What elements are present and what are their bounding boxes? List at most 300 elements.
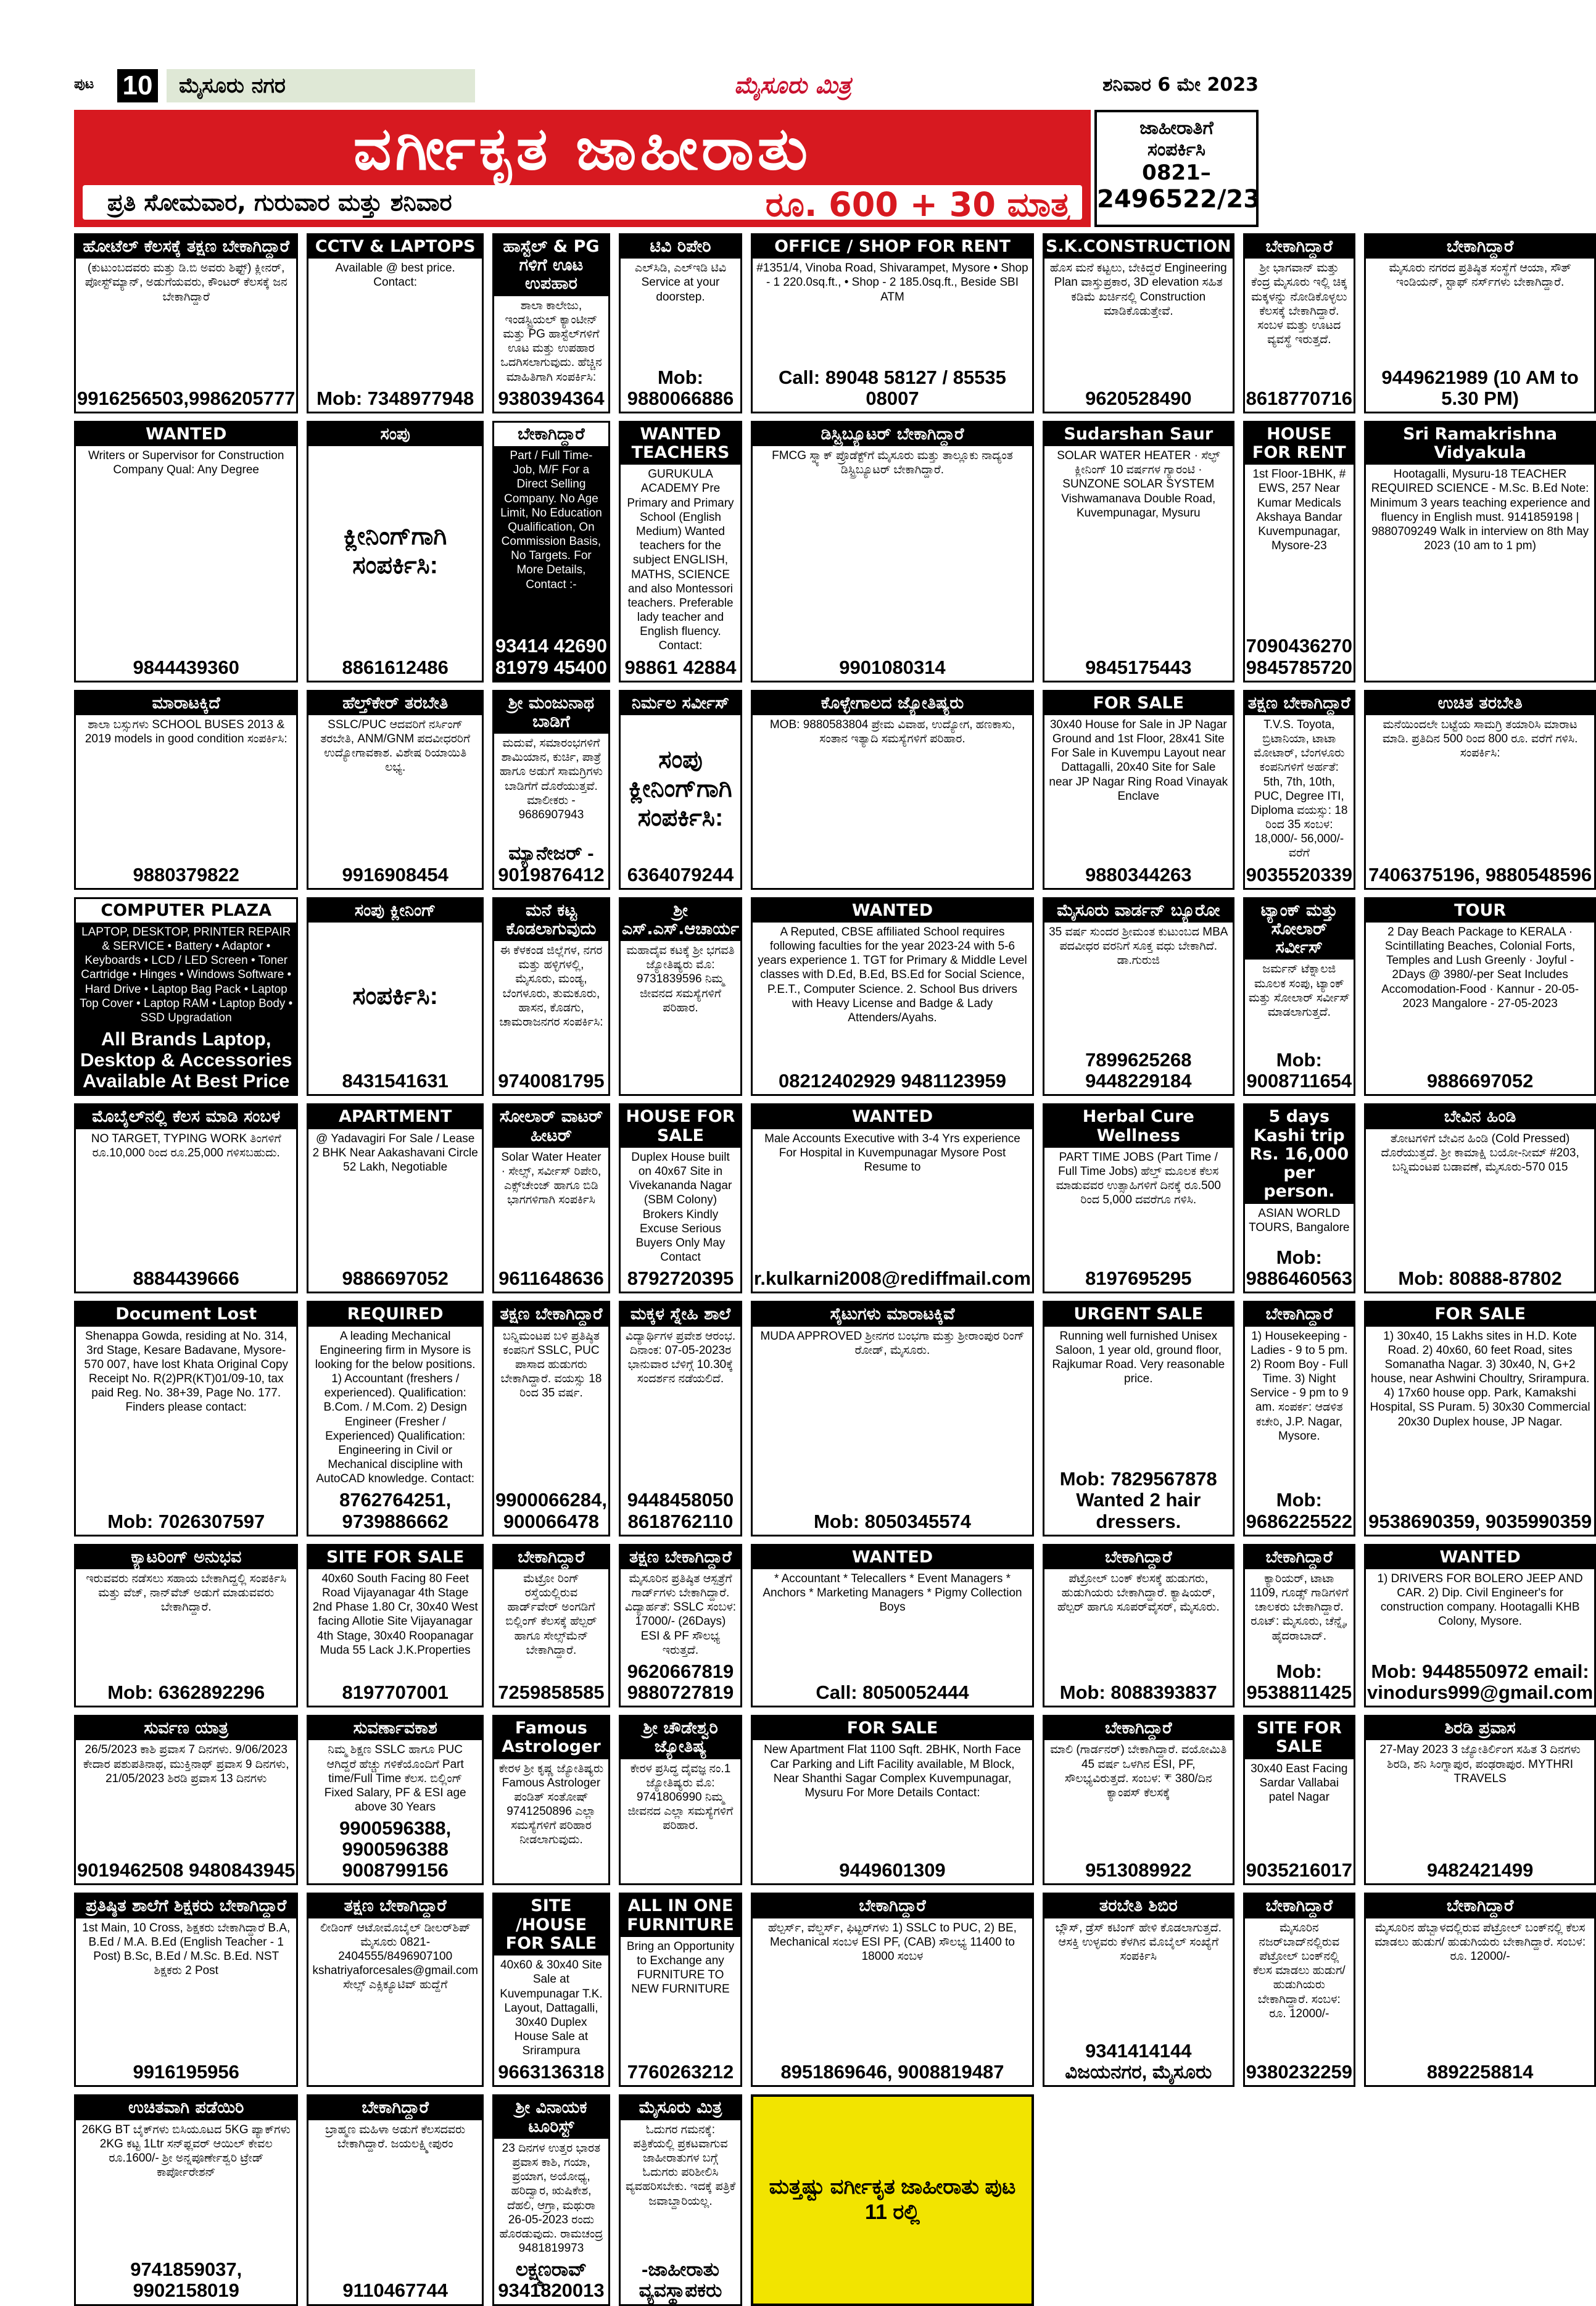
ad-heading: WANTED TEACHERS (621, 423, 740, 465)
ad-body-text: ಕ್ಲೀನಿಂಗ್‌ಗಾಗಿ ಸಂಪರ್ಕಿಸಿ: (344, 522, 447, 579)
classified-ad (492, 1103, 610, 1293)
banner-title: ವರ್ಗೀಕೃತ ಜಾಹೀರಾತು (353, 114, 812, 183)
ad-heading: ಬೇವಿನ ಹಿಂಡಿ (1366, 1105, 1594, 1129)
ad-body-text: (ಕುಟುಂಬದವರು ಮತ್ತು ಡಿ.ಬಿ ಅವರು ಶಿಫ್ಟ್) ಕ್ಲೀನರ್, ಪೋಸ್ಟ್‌ಮ್ಯಾನ್, ಅಡುಗೆಯವರು, ಕೌಂಟರ್ ಕೆಲಸಕ್ಕೆ ಜನ ಬೇಕಾಗಿದ್ದಾರೆ (85, 262, 287, 304)
ad-heading: ಬೇಕಾಗಿದ್ದಾರೆ (753, 1894, 1032, 1918)
ad-phone-number: Mob: 7829567878 Wanted 2 hair dressers. (1059, 1468, 1217, 1532)
ad-heading: WANTED (1366, 1546, 1594, 1569)
ad-heading: ಪ್ರತಿಷ್ಠಿತ ಶಾಲೆಗೆ ಶಿಕ್ಷಕರು ಬೇಕಾಗಿದ್ದಾರೆ (76, 1894, 296, 1918)
classified-ad (1243, 233, 1355, 413)
classified-ad (1243, 1715, 1355, 1885)
ad-heading: ಉಚಿತವಾಗಿ ಪಡೆಯಿರಿ (76, 2096, 296, 2120)
ad-body-text: ಲೀಡಿಂಗ್ ಆಟೋಮೊಬೈಲ್ ಡೀಲರ್‌ಶಿಪ್ ಮೈಸೂರು 0821-2404555/8496907100 kshatriyaforcesales@gmail.com ಸೇಲ್ಸ್ ಎಕ್ಸಿಕ್ಯೂಟಿವ್ ಹುದ್ದೆಗೆ (312, 1921, 478, 1992)
ad-heading: 5 days Kashi trip Rs. 16,000 per person. (1245, 1105, 1354, 1203)
ad-heading: ಮೈಸೂರು ವಾರ್ಡನ್ ಬ್ಯೂರೋ (1044, 899, 1233, 923)
ad-phone-number: 8618770716 (1246, 387, 1353, 409)
classified-ad (619, 1103, 742, 1293)
ad-heading: ತಕ್ಷಣ ಬೇಕಾಗಿದ್ದಾರೆ (308, 1894, 482, 1918)
ad-heading: S.K.CONSTRUCTION (1044, 235, 1233, 259)
classified-ad (492, 1893, 610, 2087)
ad-phone-number: 9380232259 (1246, 2061, 1353, 2083)
ad-heading: ಸಂಪು (308, 423, 482, 446)
ad-phone-number: 8431541631 (342, 1070, 449, 1092)
contact-phone: 2496522/23 (1097, 185, 1261, 214)
ad-body-text: ಮಹಾದೈವ ಕಟಕ್ಕೆ ಶ್ರೀ ಭಗವತಿ ಜ್ಯೋತಿಷ್ಯರು ಮೊ: 9731839596 ನಿಮ್ಮ ಜೀವನದ ಸಮಸ್ಯೆಗಳಿಗೆ ಪರಿಹಾರ. (626, 944, 735, 1014)
classified-ad (751, 421, 1034, 682)
ad-heading: CCTV & LAPTOPS (308, 235, 482, 259)
ad-heading: ನಿರ್ಮಲ ಸರ್ವೀಸ್ (621, 692, 740, 715)
classified-ad (1364, 1544, 1596, 1707)
ad-body-text: MUDA APPROVED ಶ್ರೀನಗರ ಬಂಭಗಾ ಮತ್ತು ಶ್ರೀರಾಂಪುರ ರಿಂಗ್ ರೋಡ್, ಮೈಸೂರು. (760, 1329, 1025, 1357)
classified-ad (492, 421, 610, 682)
ad-heading: ಸಂಪು ಕ್ಲೀನಿಂಗ್ (308, 899, 482, 923)
ad-body-text: Hootagalli, Mysuru-18 TEACHER REQUIRED SCIENCE - M.Sc. B.Ed Note: Minimum 3 years teaching experience and fluency in English must. 9141859198 | 9880709249 Walk in interview on 8th May 2023 (10 am to 1 pm) (1370, 468, 1590, 553)
ad-phone-number: 9741859037, 9902158019 (130, 2258, 242, 2302)
ad-body-text: A leading Mechanical Engineering firm in Mysore is looking for the below positions. 1) Accountant (freshers / experienced). Qualification: B.Com. / M.Com. 2) Design Engineer (Fresher / Experienced) Qualification: Engineering in Civil or Mechanical discipline with AutoCAD knowledge. Contact: (315, 1329, 476, 1486)
ad-heading: ಬೇಕಾಗಿದ್ದಾರೆ (1044, 1546, 1233, 1569)
classified-ad (492, 1544, 610, 1707)
ad-body-text: FMCG ಸ್ನ್ಯಾಕ್ ಪ್ರೊಡೆಕ್ಟ್‌ಗೆ ಮೈಸೂರು ಮತ್ತು ತಾಲ್ಲೂಕು ನಾದ್ಯಂತ ಡಿಸ್ಟ್ರಿಬ್ಯೂಟರ್ ಬೇಕಾಗಿದ್ದಾರೆ. (772, 449, 1013, 477)
ad-body-text: ಮತ್ತಷ್ಟು ವರ್ಗೀಕೃತ ಜಾಹೀರಾತು ಪುಟ 11 ರಲ್ಲಿ (769, 2175, 1016, 2225)
classified-ad (74, 2094, 298, 2305)
ad-heading: WANTED (753, 1105, 1032, 1129)
ad-phone-number: Mob: 6362892296 (107, 1682, 265, 1703)
ad-heading: HOUSE FOR SALE (621, 1105, 740, 1147)
ad-heading: ಸುರ್ವಣ ಯಾತ್ರ (76, 1717, 296, 1740)
ad-phone-number: 9449621989 (10 AM to 5.30 PM) (1381, 366, 1579, 409)
ad-body-text: ತೋಟಗಳಿಗೆ ಬೇವಿನ ಹಿಂಡಿ (Cold Pressed) ದೊರೆಯುತ್ತದೆ. ಶ್ರೀ ಕಾಮಾಕ್ಷಿ ಬಯೋ-ನೀಮ್ #203, ಬನ್ನಿಮಂಟಪ ಬಡಾವಣೆ, ಮೈಸೂರು-570 015 (1381, 1132, 1579, 1174)
ad-body-text: ಮೈಸೂರಿನ ನಜರ್‌ಬಾದ್‌ನಲ್ಲಿರುವ ಪೆಟ್ರೋಲ್ ಬಂಕ್‌ನಲ್ಲಿ ಕೆಲಸ ಮಾಡಲು ಹುಡುಗ/ ಹುಡುಗಿಯರು ಬೇಕಾಗಿದ್ದಾರೆ. ಸಂಬಳ: ರೂ. 12000/- (1252, 1921, 1346, 2020)
classified-ad (751, 1893, 1034, 2087)
ad-phone-number: 8951869646, 9008819487 (780, 2061, 1004, 2083)
ad-heading: Sudarshan Saur (1044, 423, 1233, 446)
ad-phone-number: 9035216017 (1246, 1859, 1353, 1881)
ad-heading: ಹೋಟೆಲ್ ಕೆಲಸಕ್ಕೆ ತಕ್ಷಣ ಬೇಕಾಗಿದ್ದಾರೆ (76, 235, 296, 259)
ad-body-text: A Reputed, CBSE affiliated School requires following faculties for the year 2023-24 with 5-6 years experience 1. TGT for Primary & Middle Level classes with D.Ed, B.Ed, BS.Ed for Social Science, P.E.T., Computer Science. 2. School Bus drivers with Heavy License and Badge & Lady Attenders/Ayahs. (758, 925, 1027, 1024)
classified-ad (619, 1715, 742, 1885)
ad-phone-number: 9844439360 (133, 656, 239, 678)
ad-body-text: ಈ ಕೆಳಕಂಡ ಜಿಲ್ಲೆಗಳ, ನಗರ ಮತ್ತು ಹಳ್ಳಿಗಳಲ್ಲಿ, ಮೈಸೂರು, ಮಂಡ್ಯ, ಬೆಂಗಳೂರು, ತುಮಕೂರು, ಹಾಸನ, ಕೊಡಗು, ಚಾಮರಾಜನಗರ ಸಂಪರ್ಕಿಸಿ: (499, 944, 603, 1029)
ad-phone-number: 8197695295 (1085, 1267, 1192, 1290)
ad-body-text: ಶ್ರೀ ಭಾಗವಾನ್ ಮತ್ತು ಕೆಂದ್ರ ಮೈಸೂರು ಇಲ್ಲಿ ಚಿಕ್ಕ ಮಕ್ಕಳನ್ನು ನೋಡಿಕೊಳ್ಳಲು ಕೆಲಸಕ್ಕೆ ಬೇಕಾಗಿದ್ದಾರೆ. ಸಂಬಳ ಮತ್ತು ಊಟದ ವ್ಯವಸ್ಥೆ ಇರುತ್ತದೆ. (1251, 262, 1347, 347)
ad-heading: ಮನೆ ಕಟ್ಟ ಕೊಡಲಾಗುವುದು (494, 899, 608, 941)
ad-body-text: 2 Day Beach Package to KERALA · Scintillating Beaches, Colonial Forts, Temples and Lush Greenly · Joyful - 2Days @ 3980/-per Seat Includes Accomodation-Food · Kannur - 20-05-2023 Mangalore - 27-05-2023 (1381, 925, 1579, 1010)
ad-heading: ತಕ್ಷಣ ಬೇಕಾಗಿದ್ದಾರೆ (494, 1303, 608, 1326)
classified-ad (1043, 1544, 1234, 1707)
ad-body-text: Running well furnished Unisex Saloon, 1 year old, ground floor, Rajkumar Road. Very reasonable price. (1052, 1329, 1225, 1386)
classified-ad (619, 897, 742, 1097)
ad-phone-number: 9110467744 (342, 2279, 449, 2302)
ad-phone-number: Mob: 9686225522 (1246, 1489, 1353, 1532)
classified-ad (1043, 233, 1234, 413)
ad-heading: ALL IN ONE FURNITURE (621, 1894, 740, 1936)
classified-ad (307, 1544, 484, 1707)
classified-ad (1043, 1301, 1234, 1536)
ad-heading: ಬೇಕಾಗಿದ್ದಾರೆ (1044, 1717, 1233, 1740)
ad-phone-number: 9449601309 (839, 1859, 946, 1881)
ad-phone-number: 9482421499 (1426, 1859, 1534, 1881)
ad-body-text: T.V.S. Toyota, ಬ್ರಿಟಾನಿಯಾ, ಟಾಟಾ ಮೋಟಾರ್, ಬೆಂಗಳೂರು ಕಂಪನಿಗಳಿಗೆ ಅರ್ಹತೆ: 5th, 7th, 10th, PUC, Degree ITI, Diploma ವಯಸ್ಸು: 18 ರಿಂದ 35 ಸಂಬಳ: 18,000/- 56,000/- ವರೆಗೆ (1251, 718, 1348, 860)
classified-ad (307, 1301, 484, 1536)
ad-heading: REQUIRED (308, 1303, 482, 1326)
ad-phone-number: 9900066284, 900066478 (495, 1489, 607, 1532)
classified-ad (307, 1715, 484, 1885)
ad-body-text: @ Yadavagiri For Sale / Lease 2 BHK Near Aakashavani Circle 52 Lakh, Negotiable (312, 1132, 478, 1174)
ad-body-text: ಶಾಲಾ ಬಸ್ಸುಗಳು SCHOOL BUSES 2013 & 2019 models in good condition ಸಂಪರ್ಕಿಸಿ: (85, 718, 287, 746)
classified-ad (619, 421, 742, 682)
classified-ad (307, 690, 484, 890)
ad-body-text: PART TIME JOBS (Part Time / Full Time Jobs) ಹೆಲ್ತ್ ಮೂಲಕ ಕೆಲಸ ಮಾಡುವವರ ಉತ್ಸಾಹಿಗಳಿಗೆ ದಿನಕ್ಕೆ ರೂ.500 ರಿಂದ 5,000 ದವರೆಗೂ ಗಳಿಸಿ. (1056, 1150, 1221, 1207)
classified-ad (1243, 1301, 1355, 1536)
ad-phone-number: All Brands Laptop, Desktop & Accessories Available At Best Price (80, 1028, 292, 1092)
ad-heading: Famous Astrologer (494, 1717, 608, 1759)
ad-body-text: ಸಂಪರ್ಕಿಸಿ: (352, 982, 438, 1010)
classified-ad (619, 2094, 742, 2305)
ad-heading: ತರಬೇತಿ ಶಿಬಿರ (1044, 1894, 1233, 1918)
ad-heading: ಡಿಸ್ಟ್ರಿಬ್ಯೂಟರ್ ಬೇಕಾಗಿದ್ದಾರೆ (753, 423, 1032, 446)
ad-phone-number: 8197707001 (342, 1682, 449, 1703)
classified-ads-grid (74, 233, 1594, 2302)
ad-phone-number: 98861 42884 (624, 656, 737, 678)
ad-heading: ಶ್ರೀ ಚೌಡೇಶ್ವರಿ ಜ್ಯೋತಿಷ್ಯ (621, 1717, 740, 1759)
publication-date: ಶನಿವಾರ 6 ಮೇ 2023 (1102, 74, 1259, 96)
ad-body-text: ಹೆಲ್ಪರ್ಸ್, ವೆಲ್ಡರ್ಸ್, ಫಿಟ್ಟರ್‌ಗಳು 1) SSLC to PUC, 2) BE, Mechanical ಸಂಬಳ ESI PF, (CAB) ಸೌಲಭ್ಯ 11400 to 18000 ಸಂಬಳ (768, 1921, 1017, 1964)
classified-ad (1364, 1893, 1596, 2087)
ad-heading: FOR SALE (1366, 1303, 1594, 1326)
ad-heading: ಶ್ರೀ ಎಸ್.ಎಸ್.ಆಚಾರ್ಯ (621, 899, 740, 941)
ad-phone-number: Call: 8050052444 (816, 1682, 969, 1703)
ad-body-text: ಕ್ಯಾರಿಯರ್, ಟಾಟಾ 1109, ಗೂಡ್ಸ್ ಗಾಡಿಗಳಿಗೆ ಚಾಲಕರು ಬೇಕಾಗಿದ್ದಾರೆ. ರೂಟ್: ಮೈಸೂರು, ಚೆನ್ನೈ, ಹೈದರಾಬಾದ್. (1249, 1572, 1349, 1643)
ad-heading: URGENT SALE (1044, 1303, 1233, 1326)
classified-ad (74, 690, 298, 890)
ad-heading: ತಕ್ಷಣ ಬೇಕಾಗಿದ್ದಾರೆ (1245, 692, 1354, 715)
ad-heading: WANTED (76, 423, 296, 446)
ad-phone-number: 9740081795 (498, 1070, 605, 1092)
classified-ad (74, 421, 298, 682)
ad-phone-number: 9019462508 9480843945 (77, 1859, 296, 1881)
classified-ad (1364, 1715, 1596, 1885)
ad-contact-box (1094, 110, 1259, 227)
ad-phone-number: 9380394364 (498, 387, 605, 409)
classifieds-banner (74, 110, 1091, 227)
ad-heading: Herbal Cure Wellness (1044, 1105, 1233, 1147)
ad-phone-number: 8884439666 (133, 1267, 239, 1290)
ad-body-text: 26/5/2023 ಕಾಶಿ ಪ್ರವಾಸ 7 ದಿನಗಳು. 9/06/2023 ಕೇದಾರ ಪಶುಪತಿನಾಥ, ಮುಕ್ತಿನಾಥ್ ಪ್ರವಾಸ 9 ದಿನಗಳು, 21/05/2023 ಶಿರಡಿ ಪ್ರವಾಸ 13 ದಿನಗಳು (83, 1743, 289, 1785)
ad-phone-number: 7406375196, 9880548596 (1368, 863, 1592, 885)
classified-ad (74, 1301, 298, 1536)
ad-phone-number: 08212402929 9481123959 (779, 1070, 1006, 1092)
ad-heading: ಕ್ಯಾಟರಿಂಗ್ ಅನುಭವ (76, 1546, 296, 1569)
ad-phone-number: 7259858585 (498, 1682, 605, 1703)
ad-phone-number: 7090436270 9845785720 (1246, 635, 1353, 678)
banner-strip (83, 185, 1082, 224)
ad-heading: ಟ್ಯಾಂಕ್ ಮತ್ತು ಸೋಲಾರ್ ಸರ್ವೀಸ್ (1245, 899, 1354, 960)
ad-phone-number: 9916908454 (342, 863, 449, 885)
ad-body-text: ಮೈಸೂರು ನಗರದ ಪ್ರತಿಷ್ಠಿತ ಸಂಸ್ಥೆಗೆ ಆಯಾ, ಸೌತ್ ಇಂಡಿಯನ್, ಸ್ಟಾಫ್ ನರ್ಸ್‌ಗಳು ಬೇಕಾಗಿದ್ದಾರೆ. (1389, 262, 1571, 289)
classified-ad (1364, 233, 1596, 413)
ad-body-text: Part / Full Time- Job, M/F For a Direct Selling Company. No Age Limit, No Education Qualification, On Commission Basis, No Targets. For More Details, Contact :- (500, 449, 602, 591)
classified-ad (751, 1301, 1034, 1536)
ad-phone-number: 9513089922 (1085, 1859, 1192, 1881)
ad-phone-number: 9886697052 (1426, 1070, 1534, 1092)
ad-body-text: ಎಲ್‌ಸಿಡಿ, ಎಲ್‌ಇಡಿ ಟಿವಿ Service at your doorstep. (634, 262, 727, 304)
ad-heading: ಕೊಳ್ಳೇಗಾಲದ ಜ್ಯೋತಿಷ್ಯರು (753, 692, 1032, 715)
ad-heading: ಬೇಕಾಗಿದ್ದಾರೆ (1245, 1303, 1354, 1326)
ad-heading: ಉಚಿತ ತರಬೇತಿ (1366, 692, 1594, 715)
ad-phone-number: 7899625268 9448229184 (1085, 1049, 1192, 1092)
ad-heading: SITE FOR SALE (308, 1546, 482, 1569)
ad-body-text: * Accountant * Telecallers * Event Managers * Anchors * Marketing Managers * Pigmy Collection Boys (763, 1572, 1022, 1614)
ad-body-text: ಜರ್ಮನ್ ಟೆಕ್ನಾಲಜಿ ಮೂಲಕ ಸಂಪು, ಟ್ಯಾಂಕ್ ಮತ್ತು ಸೋಲಾರ್ ಸರ್ವೀಸ್ ಮಾಡಲಾಗುತ್ತದೆ. (1248, 963, 1350, 1019)
ad-phone-number: 8762764251, 9739886662 (339, 1489, 452, 1532)
classified-ad (751, 1715, 1034, 1885)
ad-phone-number: 9663136318 (498, 2061, 605, 2083)
classified-ad (1243, 1893, 1355, 2087)
classified-ad (1364, 897, 1596, 1097)
ad-phone-number: 9341414144 ವಿಜಯನಗರ, ಮೈಸೂರು (1065, 2040, 1212, 2083)
ad-body-text: 1) DRIVERS FOR BOLERO JEEP AND CAR. 2) Dip. Civil Engineer's for construction company. Hootagalli KHB Colony, Mysore. (1377, 1572, 1583, 1628)
ad-phone-number: 9880344263 (1085, 863, 1192, 885)
classified-ad (307, 897, 484, 1097)
ad-body-text: 40x60 & 30x40 Site Sale at Kuvempunagar T.K. Layout, Dattagalli, 30x40 Duplex House Sale at Srirampura (500, 1959, 603, 2058)
ad-body-text: ಕೇರಳ ಪ್ರಸಿದ್ಧ ದೈವಜ್ಞ ನಂ.1 ಜ್ಯೋತಿಷ್ಯರು ಮೊ: 9741806990 ನಿಮ್ಮ ಜೀವನದ ಎಲ್ಲಾ ಸಮಸ್ಯೆಗಳಿಗೆ ಪರಿಹಾರ. (627, 1762, 734, 1833)
classified-ad (1364, 690, 1596, 890)
ad-heading: SITE FOR SALE (1245, 1717, 1354, 1759)
ad-heading: SITE /HOUSE FOR SALE (494, 1894, 608, 1956)
classified-ad (307, 233, 484, 413)
ad-phone-number: 7760263212 (627, 2061, 734, 2083)
ad-heading: ಹೆಲ್ತ್‌ಕೇರ್ ತರಬೇತಿ (308, 692, 482, 715)
ad-body-text: 26KG BT ಬೈಕ್‌ಗಳು ಬಿಸಿಯೂಟದ 5KG ಪ್ಯಾಕ್‌ಗಳು 2KG ಕಟ್ಟ 1Ltr ಸನ್‌ಫ್ಲವರ್ ಆಯಿಲ್ ಕೇವಲ ರೂ.1600/- ಶ್ರೀ ಅನ್ನಪೂರ್ಣೇಶ್ವರಿ ಟ್ರೇಡ್ ಕಾರ್ಪೋರೇಶನ್ (81, 2123, 291, 2180)
ad-body-text: New Apartment Flat 1100 Sqft. 2BHK, North Face Car Parking and Lift Facility available, M Block, Near Shanthi Sagar Complex Kuvempunagar, Mysuru For More Details Contact: (764, 1743, 1021, 1799)
ad-phone-number: -ಜಾಹೀರಾತು ವ್ಯವಸ್ಥಾಪಕರು (639, 2258, 722, 2302)
ad-phone-number: Mob: 7026307597 (107, 1510, 265, 1532)
classified-ad (1043, 897, 1234, 1097)
ad-body-text: Male Accounts Executive with 3-4 Yrs experience For Hospital in Kuvempunagar Mysore Post Resume to (764, 1132, 1020, 1174)
ad-heading: ಟಿವಿ ರಿಪೇರಿ (621, 235, 740, 259)
classified-ad (492, 690, 610, 890)
classified-ad (619, 1301, 742, 1536)
ad-body-text: #1351/4, Vinoba Road, Shivarampet, Mysore • Shop - 1 220.0sq.ft., • Shop - 2 185.0sq.ft., Beside SBI ATM (756, 262, 1028, 304)
ad-phone-number: Mob: 8088393837 (1059, 1682, 1217, 1703)
ad-body-text: 30x40 East Facing Sardar Vallabai patel Nagar (1251, 1762, 1348, 1804)
classified-ad (619, 1544, 742, 1707)
classified-ad (751, 690, 1034, 890)
ad-phone-number: 9886697052 (342, 1267, 449, 1290)
ad-heading: COMPUTER PLAZA (76, 899, 296, 923)
ad-heading: ಬೇಕಾಗಿದ್ದಾರೆ (494, 1546, 608, 1569)
banner-subtitle: ಪ್ರತಿ ಸೋಮವಾರ, ಗುರುವಾರ ಮತ್ತು ಶನಿವಾರ (107, 189, 452, 216)
ad-body-text: ಮಾಲಿ (ಗಾರ್ಡನರ್) ಬೇಕಾಗಿದ್ದಾರೆ. ವಯೋಮಿತಿ 45 ವರ್ಷ ಒಳಗಿನ ESI, PF, ಸೌಲಭ್ಯವಿರುತ್ತದೆ. ಸಂಬಳ: ₹ 380/ದಿನ ಕ್ಯಾಂಪಸ್ ಕೆಲಸಕ್ಕೆ (1050, 1743, 1227, 1799)
classified-ad (74, 1893, 298, 2087)
classified-ad (1243, 1544, 1355, 1707)
classified-ad (1043, 690, 1234, 890)
ad-body-text: ಇರುವವರು ನಡೆಸಲು ಸಹಾಯ ಬೇಕಾಗಿದ್ದಲ್ಲಿ ಸಂಪರ್ಕಿಸಿ ಮತ್ತು ವೆಜ್, ನಾನ್‌ವೆಜ್ ಅಡುಗೆ ಮಾಡುವವರು ಬೇಕಾಗಿದ್ದಾರೆ. (86, 1572, 287, 1614)
ad-heading: ಮಕ್ಕಳ ಸ್ನೇಹಿ ಶಾಲೆ (621, 1303, 740, 1326)
ad-heading: FOR SALE (753, 1717, 1032, 1740)
ad-phone-number: 6364079244 (627, 863, 734, 885)
classified-ad (619, 1893, 742, 2087)
ad-heading: APARTMENT (308, 1105, 482, 1129)
ad-body-text: 30x40 House for Sale in JP Nagar Ground and 1st Floor, 28x41 Site For Sale in Kuvempu Layout near Dattagalli, 20x40 Site for Sale near JP Nagar Ring Road Vinayak Enclave (1049, 718, 1228, 803)
ad-phone-number: Mob: 8050345574 (813, 1510, 971, 1532)
classified-ad (1364, 421, 1596, 682)
ad-phone-number: Mob: 9880066886 (627, 366, 734, 409)
ad-phone-number: Mob: 9008711654 (1246, 1049, 1352, 1092)
contact-line-1: ಜಾಹೀರಾತಿಗೆ (1139, 117, 1214, 139)
ad-heading: ಸೈಟುಗಳು ಮಾರಾಟಕ್ಕಿವೆ (753, 1303, 1032, 1326)
ad-phone-number: 9035520339 (1246, 863, 1353, 885)
ad-phone-number: 9916256503,9986205777 (77, 387, 296, 409)
ad-body-text: ನಿಮ್ಮ ಶಿಕ್ಷಣ SSLC ಹಾಗೂ PUC ಆಗಿದ್ದರೆ ಹೆಚ್ಚು ಗಳಿಕೆಯೊಂದಿಗೆ Part time/Full Time ಕೆಲಸ. ಬಿಲ್ಲಿಂಗ್ Fixed Salary, PF & ESI age above 30 Years (324, 1743, 466, 1814)
ad-body-text: 1st Main, 10 Cross, ಶಿಕ್ಷಕರು ಬೇಕಾಗಿದ್ದಾರೆ B.A, B.Ed / M.A. B.Ed (English Teacher - 1 Post) B.Sc, B.Ed / M.Sc. B.Ed. NST ಶಿಕ್ಷಕರು 2 Post (82, 1921, 291, 1978)
ad-phone-number: 9900596388, 9900596388 9008799156 (339, 1817, 452, 1881)
banner-price: ರೂ. 600 + 30 ಮಾತ್ರ (765, 185, 1070, 224)
ad-body-text: ಸಂಪು ಕ್ಲೀನಿಂಗ್‌ಗಾಗಿ ಸಂಪರ್ಕಿಸಿ: (629, 745, 732, 832)
ad-body-text: ವಿದ್ಯಾರ್ಥಿಗಳ ಪ್ರವೇಶ ಆರಂಭ. ದಿನಾಂಕ: 07-05-2023ರ ಭಾನುವಾರ ಬೆಳಿಗ್ಗೆ 10.30ಕ್ಕೆ ಸಂದರ್ಶನ ನಡೆಯಲಿದೆ. (625, 1329, 736, 1386)
classified-ad (619, 233, 742, 413)
ad-heading: ಮಾರಾಟಕ್ಕಿದೆ (76, 692, 296, 715)
ad-body-text: 40x60 South Facing 80 Feet Road Vijayanagar 4th Stage 2nd Phase 1.80 Cr, 30x40 West facing Allotie Site Vijayanagar 4th Stage, 30x40 Roopanagar Muda 55 Lack J.K.Properties (312, 1572, 478, 1657)
ad-body-text: 1) 30x40, 15 Lakhs sites in H.D. Kote Road. 2) 40x60, 60 feet Road, sites Somanatha Nagar. 3) 30x40, N, G+2 house, near Ashwini Choultry, Srirampura. 4) 17x60 house opp. Park, Kamakshi Hospital, SS Puram. 5) 30x30 Commercial 20x30 Duplex house, JP Nagar. (1370, 1329, 1590, 1429)
ad-body-text: 35 ವರ್ಷ ಸುಂದರ ಶ್ರೀಮಂತ ಕುಟುಂಬದ MBA ಪದವೀಧರ ವರನಿಗೆ ಸೂಕ್ತ ವಧು ಬೇಕಾಗಿದೆ. ಡಾ.ಗುರುಜಿ (1049, 925, 1228, 968)
ad-phone-number: 9901080314 (839, 656, 946, 678)
ad-heading: ಬೇಕಾಗಿದ್ದಾರೆ (1245, 235, 1354, 259)
contact-line-2: ಸಂಪರ್ಕಿಸಿ (1147, 139, 1205, 160)
classified-ad (1243, 897, 1355, 1097)
classified-ad (74, 1103, 298, 1293)
classified-ad (751, 1544, 1034, 1707)
ad-heading: ಬೇಕಾಗಿದ್ದಾರೆ (1245, 1546, 1354, 1569)
classified-ad (1243, 1103, 1355, 1293)
ad-body-text: ಬ್ಲೌಸ್, ಡ್ರೆಸ್ ಕಟಿಂಗ್ ಹೇಳಿ ಕೊಡಲಾಗುತ್ತದೆ. ಆಸಕ್ತಿ ಉಳ್ಳವರು ಕೆಳಗಿನ ಮೊಬೈಲ್ ಸಂಖ್ಯೆಗೆ ಸಂಪರ್ಕಿಸಿ (1055, 1921, 1222, 1964)
ad-heading: ಶ್ರೀ ಮಂಜುನಾಥ ಬಾಡಿಗೆ (494, 692, 608, 734)
ad-phone-number: Mob: 9886460563 (1246, 1246, 1353, 1290)
ad-phone-number: 8892258814 (1426, 2061, 1534, 2083)
classified-ad (307, 2094, 484, 2305)
ad-body-text: ಬನ್ನಿಮಂಟಪ ಬಳಿ ಪ್ರತಿಷ್ಠಿತ ಕಂಪನಿಗೆ SSLC, PUC ಪಾಸಾದ ಹುಡುಗರು ಬೇಕಾಗಿದ್ದಾರೆ. ವಯಸ್ಸು 18 ರಿಂದ 35 ವರ್ಷ. (500, 1329, 602, 1400)
classified-ad (751, 233, 1034, 413)
ad-heading: HOUSE FOR RENT (1245, 423, 1354, 465)
ad-heading: ತಕ್ಷಣ ಬೇಕಾಗಿದ್ದಾರೆ (621, 1546, 740, 1569)
ad-body-text: Writers or Supervisor for Construction Company Qual: Any Degree (88, 449, 284, 477)
ad-body-text: SOLAR WATER HEATER · ಸೆಲ್ಫ್ ಕ್ಲೀನಿಂಗ್ 10 ವರ್ಷಗಳ ಗ್ಯಾರಂಟಿ · SUNZONE SOLAR SYSTEM Vishwamanava Double Road, Kuvempunagar, Mysuru (1057, 449, 1220, 520)
page-header (74, 69, 1259, 102)
ad-phone-number: Call: 89048 58127 / 85535 08007 (779, 366, 1006, 409)
ad-phone-number: 8861612486 (342, 656, 449, 678)
classified-ad (1043, 421, 1234, 682)
ad-heading: ಶ್ರೀ ವಿನಾಯಕ ಟೂರಿಸ್ಟ್ (494, 2096, 608, 2138)
ad-body-text: NO TARGET, TYPING WORK ತಿಂಗಳಿಗೆ ರೂ.10,000 ರಿಂದ ರೂ.25,000 ಗಳಿಸಬಹುದು. (91, 1132, 281, 1159)
ad-body-text: Duplex House built on 40x67 Site in Vivekananda Nagar (SBM Colony) Brokers Kindly Excuse Serious Buyers Only May Contact (629, 1150, 732, 1264)
classified-ad (74, 897, 298, 1097)
ad-body-text: Available @ best price. Contact: (335, 262, 455, 289)
ad-heading: Sri Ramakrishna Vidyakula (1366, 423, 1594, 465)
ad-body-text: ಓದುಗರ ಗಮನಕ್ಕೆ: ಪತ್ರಿಕೆಯಲ್ಲಿ ಪ್ರಕಟವಾಗುವ ಜಾಹೀರಾತುಗಳ ಬಗ್ಗೆ ಓದುಗರು ಪರಿಶೀಲಿಸಿ ವ್ಯವಹರಿಸಬೇಕು. ಇದಕ್ಕೆ ಪತ್ರಿಕೆ ಜವಾಬ್ದಾರಿಯಲ್ಲ. (625, 2123, 736, 2208)
ad-body-text: 23 ದಿನಗಳ ಉತ್ತರ ಭಾರತ ಪ್ರವಾಸ ಕಾಶಿ, ಗಯಾ, ಪ್ರಯಾಗ, ಅಯೋಧ್ಯ, ಹರಿದ್ವಾರ, ಋಷಿಕೇಶ, ದೆಹಲಿ, ಆಗ್ರಾ, ಮಥುರಾ 26-05-2023 ರಂದು ಹೊರಡುವುದು. ರಾಮಚಂದ್ರ 9481819973 (499, 2141, 603, 2255)
classified-ad (74, 233, 298, 413)
ad-phone-number: 9916195956 (133, 2061, 239, 2083)
ad-phone-number: 9611648636 (498, 1267, 604, 1290)
classified-ad (1364, 1103, 1596, 1293)
ad-phone-number: Mob: 9448550972 email: vinodurs999@gmail.com (1367, 1660, 1594, 1703)
ad-heading: ಬೇಕಾಗಿದ್ದಾರೆ (494, 423, 608, 446)
ad-phone-number: r.kulkarni2008@rediffmail.com (754, 1267, 1031, 1290)
ad-body-text: ಹೊಸ ಮನೆ ಕಟ್ಟಲು, ಬೇಕಿದ್ದರೆ Engineering Plan ವಾಸ್ತುಪ್ರಕಾರ, 3D elevation ಸಹಿತ ಕಡಿಮೆ ಖರ್ಚಿನಲ್ಲಿ Construction ಮಾಡಿಕೊಡುತ್ತೇವೆ. (1049, 262, 1227, 318)
ad-body-text: ಮೈಸೂರಿನ ಪ್ರತಿಷ್ಠಿತ ಆಸ್ಪತ್ರೆಗೆ ಗಾರ್ಡ್‌ಗಳು ಬೇಕಾಗಿದ್ದಾರೆ. ವಿದ್ಯಾರ್ಹತೆ: SSLC ಸಂಬಳ: 17000/- (26Days) ESI & PF ಸೌಲಭ್ಯ ಇರುತ್ತದೆ. (624, 1572, 737, 1657)
classified-ad (1043, 1893, 1234, 2087)
classified-ad (307, 421, 484, 682)
ad-body-text: ಶಾಲಾ ಕಾಲೇಜು, ಇಂಡಸ್ಟ್ರಿಯಲ್ ಕ್ಯಾಂಟೀನ್ ಮತ್ತು PG ಹಾಸ್ಟೆಲ್‌ಗಳಿಗೆ ಊಟ ಮತ್ತು ಉಪಹಾರ ಒದಗಿಸಲಾಗುವುದು. ಹೆಚ್ಚಿನ ಮಾಹಿತಿಗಾಗಿ ಸಂಪರ್ಕಿಸಿ: (500, 299, 602, 384)
ad-phone-number: 9448458050 8618762110 (627, 1489, 734, 1532)
ad-body-text: ಪೆಟ್ರೋಲ್ ಬಂಕ್ ಕೆಲಸಕ್ಕೆ ಹುಡುಗರು, ಹುಡುಗಿಯರು ಬೇಕಾಗಿದ್ದಾರೆ. ಕ್ಯಾಷಿಯರ್, ಹೆಲ್ಪರ್ ಹಾಗೂ ಸೂಪರ್‌ವೈಸರ್, ಮೈಸೂರು. (1057, 1572, 1220, 1614)
ad-body-text: ಬ್ರಾಹ್ಮಣ ಮಹಿಳಾ ಅಡುಗೆ ಕೆಲಸದವರು ಬೇಕಾಗಿದ್ದಾರೆ. ಜಯಲಕ್ಷ್ಮೀಪುರಂ (325, 2123, 466, 2150)
ad-heading: FOR SALE (1044, 692, 1233, 715)
contact-line-3: 0821– (1142, 160, 1211, 185)
classified-ad (619, 690, 742, 890)
ad-heading: ಬೇಕಾಗಿದ್ದಾರೆ (1245, 1894, 1354, 1918)
classified-ad (751, 1103, 1034, 1293)
classified-ad (1243, 421, 1355, 682)
ad-body-text: ಮನೆಯಿಂದಲೇ ಬಟ್ಟೆಯ ಸಾಮಗ್ರಿ ತಯಾರಿಸಿ ಮಾರಾಟ ಮಾಡಿ. ಪ್ರತಿದಿನ 500 ರಿಂದ 800 ರೂ. ವರೆಗೆ ಗಳಿಸಿ. ಸಂಪರ್ಕಿಸಿ: (1382, 718, 1578, 760)
ad-phone-number: 8792720395 (627, 1267, 734, 1290)
ad-body-text: LAPTOP, DESKTOP, PRINTER REPAIR & SERVICE • Battery • Adaptor • Keyboards • LCD / LED Screen • Toner Cartridge • Hinges • Windows Software • Hard Drive • Laptop Bag Pack • Laptop Top Cover • Laptop RAM • Laptop Body • SSD Upgradation (80, 925, 293, 1024)
classified-ad (1043, 1103, 1234, 1293)
page-number: 10 (117, 69, 158, 102)
classified-ad (492, 897, 610, 1097)
section-title: ಮೈಸೂರು ನಗರ (167, 69, 475, 102)
ad-heading: WANTED (753, 1546, 1032, 1569)
ad-heading: ಸುವರ್ಣಾವಕಾಶ (308, 1717, 482, 1740)
ad-heading: Document Lost (76, 1303, 296, 1326)
ad-body-text: ಮೆಟ್ರೋ ರಿಂಗ್ ರಸ್ತೆಯಲ್ಲಿರುವ ಹಾರ್ಡ್‌ವೇರ್ ಅಂಗಡಿಗೆ ಬಿಲ್ಲಿಂಗ್ ಕೆಲಸಕ್ಕೆ ಹೆಲ್ಪರ್ ಹಾಗೂ ಸೇಲ್ಸ್‌ಮೆನ್ ಬೇಕಾಗಿದ್ದಾರೆ. (505, 1572, 597, 1657)
classified-ad (751, 897, 1034, 1097)
classified-ad (307, 1103, 484, 1293)
ad-heading: OFFICE / SHOP FOR RENT (753, 235, 1032, 259)
classified-ad (74, 1715, 298, 1885)
ad-phone-number: ಲಕ್ಷ್ಮಣರಾವ್ 9341820013 (498, 2258, 605, 2302)
classified-ad (1043, 1715, 1234, 1885)
ad-body-text: ಕೇರಳ ಶ್ರೀ ಕೃಷ್ಣ ಜ್ಯೋತಿಷ್ಯರು Famous Astrologer ಪಂಡಿತ್ ಸಂತೋಷ್ 9741250896 ಎಲ್ಲಾ ಸಮಸ್ಯೆಗಳಿಗೆ ಪರಿಹಾರ ನೀಡಲಾಗುವುದು. (498, 1762, 604, 1847)
ad-phone-number: Mob: 9538811425 (1246, 1660, 1352, 1703)
ad-heading: ಮೊಬೈಲ್‌ನಲ್ಲಿ ಕೆಲಸ ಮಾಡಿ ಸಂಬಳ (76, 1105, 296, 1129)
ad-body-text: GURUKULA ACADEMY Pre Primary and Primary School (English Medium) Wanted teachers for the subject ENGLISH, MATHS, SCIENCE and also Montessori teachers. Preferable lady teacher and English fluency. Contact: (627, 468, 734, 653)
ad-phone-number: 9620667819 9880727819 (627, 1660, 734, 1703)
classified-ad (74, 1544, 298, 1707)
classified-ad (492, 1301, 610, 1536)
ad-heading: ಮೈಸೂರು ಮಿತ್ರ (621, 2096, 740, 2120)
ad-phone-number: ಮ್ಯಾನೇಜರ್ - 9019876412 (498, 842, 605, 885)
ad-heading: ಸೋಲಾರ್ ವಾಟರ್ ಹೀಟರ್ (494, 1105, 608, 1147)
masthead-logo: ಮೈಸೂರು ಮಿತ್ರ (734, 72, 851, 99)
classified-ad (492, 1715, 610, 1885)
ad-phone-number: Mob: 80888-87802 (1398, 1267, 1562, 1290)
ad-heading: TOUR (1366, 899, 1594, 923)
classified-ad (492, 2094, 610, 2305)
ad-phone-number: 9845175443 (1085, 656, 1192, 678)
classified-ad (1364, 1301, 1596, 1536)
ad-body-text: Shenappa Gowda, residing at No. 314, 3rd Stage, Kesare Badavane, Mysore-570 007, have lost Khata Original Copy Receipt No. R(2)PR(KT)01/09-10, tax paid Reg. No. 38+39, Page No. 177. Finders please contact: (84, 1329, 289, 1414)
ad-phone-number: 9880379822 (133, 863, 239, 885)
ad-body-text: SSLC/PUC ಆದವರಿಗೆ ನರ್ಸಿಂಗ್ ತರಬೇತಿ, ANM/GNM ಪದವೀಧರರಿಗೆ ಉದ್ಯೋಗಾವಕಾಶ. ವಿಶೇಷ ರಿಯಾಯಿತಿ ಲಭ್ಯ. (320, 718, 470, 774)
classified-ad (751, 2094, 1034, 2305)
ad-body-text: Solar Water Heater · ಸೇಲ್ಸ್, ಸರ್ವೀಸ್ ರಿಪೇರಿ, ಎಕ್ಸ್‌ಚೇಂಜ್ ಹಾಗೂ ಬಿಡಿ ಭಾಗಗಳಿಗಾಗಿ ಸಂಪರ್ಕಿಸಿ (501, 1150, 602, 1207)
ad-body-text: MOB: 9880583804 ಪ್ರೇಮ ವಿವಾಹ, ಉದ್ಯೋಗ, ಹಣಕಾಸು, ಸಂತಾನ ಇತ್ಯಾದಿ ಸಮಸ್ಯೆಗಳಿಗೆ ಪರಿಹಾರ. (769, 718, 1015, 746)
ad-heading: ಶಿರಡಿ ಪ್ರವಾಸ (1366, 1717, 1594, 1740)
ad-heading: ಬೇಕಾಗಿದ್ದಾರೆ (308, 2096, 482, 2120)
ad-heading: ಬೇಕಾಗಿದ್ದಾರೆ (1366, 1894, 1594, 1918)
ad-body-text: ಮದುವೆ, ಸಮಾರಂಭಗಳಿಗೆ ಶಾಮಿಯಾನ, ಕುರ್ಚಿ, ಪಾತ್ರೆ ಹಾಗೂ ಅಡುಗೆ ಸಾಮಗ್ರಿಗಳು ಬಾಡಿಗೆಗೆ ದೊರೆಯುತ್ತವೆ. ಮಾಲೀಕರು - 9686907943 (499, 737, 603, 821)
